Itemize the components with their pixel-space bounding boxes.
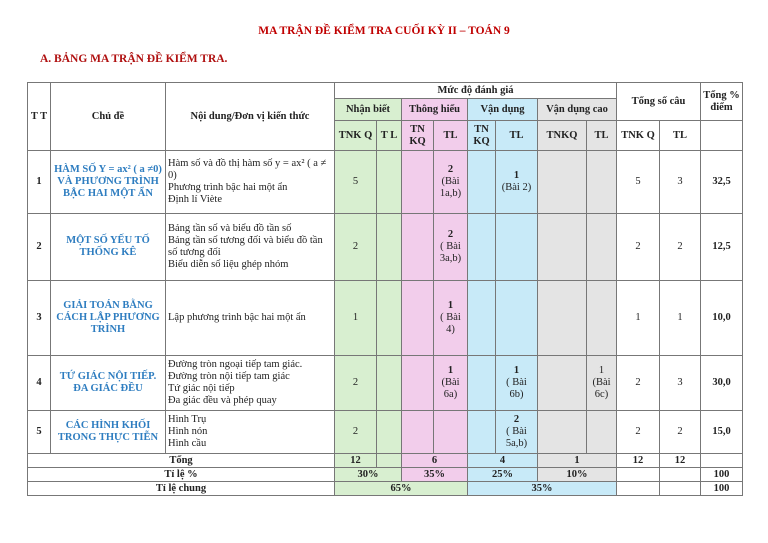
cell-value: ( Bài 6b) bbox=[506, 377, 527, 400]
topic-cell bbox=[51, 281, 166, 356]
recognition-tnkq bbox=[335, 214, 377, 281]
topic-cell bbox=[51, 151, 166, 214]
cell-value: GIẢI TOÁN BẰNG CÁCH LẬP PHƯƠNG TRÌNH bbox=[56, 300, 160, 335]
table-row bbox=[28, 356, 743, 411]
cell-value: 2 bbox=[635, 377, 641, 388]
content-line: Bảng tần số tương đối và biểu đồ tần số tương đối bbox=[168, 235, 323, 258]
content-cell bbox=[166, 356, 335, 411]
sub-header: TN KQ bbox=[402, 121, 434, 151]
overall-label: Tỉ lệ chung bbox=[28, 482, 335, 496]
sub-header: TL bbox=[587, 121, 617, 151]
cell-value: 2 bbox=[36, 241, 42, 252]
header-tt: T T bbox=[28, 83, 51, 151]
cell-value: 2 bbox=[352, 426, 359, 437]
understanding-tl bbox=[434, 151, 468, 214]
empty-cell bbox=[701, 454, 743, 468]
cell-value: 3 bbox=[677, 377, 683, 388]
application-tl bbox=[496, 411, 538, 454]
cell-value: 5 bbox=[352, 176, 359, 187]
understanding-tl bbox=[434, 281, 468, 356]
total-tl bbox=[660, 151, 701, 214]
sub-header: TL bbox=[660, 121, 701, 151]
cell-value: HÀM SỐ Y = ax² ( a ≠0) VÀ PHƯƠNG TRÌNH BẬC HAI MỘT ẨN bbox=[54, 164, 162, 199]
recognition-tl bbox=[377, 214, 402, 281]
cell-value: 2 bbox=[447, 229, 454, 240]
recognition-tnkq bbox=[335, 356, 377, 411]
overall-high: 35% bbox=[468, 482, 617, 496]
content-line: Đa giác đều và phép quay bbox=[168, 395, 277, 406]
understanding-tnkq bbox=[402, 281, 434, 356]
cell-value: 5 bbox=[635, 176, 641, 187]
cell-value: MỘT SỐ YẾU TỐ THỐNG KÊ bbox=[66, 235, 150, 258]
header-level: Mức độ đánh giá bbox=[335, 83, 617, 99]
application-tl bbox=[496, 151, 538, 214]
header-application: Vận dụng bbox=[468, 99, 538, 121]
advanced-tnkq bbox=[538, 281, 587, 356]
totals-recognition: 12 bbox=[335, 454, 377, 468]
ratio-understanding: 35% bbox=[402, 468, 468, 482]
cell-value: ( Bài 4) bbox=[440, 312, 461, 335]
cell-value: ( Bài 3a,b) bbox=[439, 241, 462, 264]
total-percent bbox=[701, 281, 743, 356]
total-percent bbox=[701, 356, 743, 411]
cell-value: 12,5 bbox=[712, 241, 731, 252]
cell-value: 5 bbox=[36, 426, 42, 437]
content-line: Phương trình bậc hai một ẩn bbox=[168, 182, 288, 193]
row-number bbox=[28, 151, 51, 214]
sub-header: TN KQ bbox=[468, 121, 496, 151]
content-line: Tứ giác nội tiếp bbox=[168, 383, 235, 394]
cell-value: 1 bbox=[447, 300, 454, 311]
advanced-tnkq bbox=[538, 356, 587, 411]
cell-value: 2 bbox=[635, 241, 641, 252]
total-percent bbox=[701, 411, 743, 454]
cell-value: 32,5 bbox=[712, 176, 731, 187]
application-tnkq bbox=[468, 214, 496, 281]
header-total-questions: Tổng số câu bbox=[617, 83, 701, 121]
totals-application: 4 bbox=[468, 454, 538, 468]
application-tl bbox=[496, 214, 538, 281]
totals-tnkq: 12 bbox=[617, 454, 660, 468]
understanding-tnkq bbox=[402, 151, 434, 214]
application-tl bbox=[496, 281, 538, 356]
empty-cell bbox=[617, 482, 660, 496]
sub-header: TNKQ bbox=[538, 121, 587, 151]
cell-value: 1 bbox=[677, 312, 683, 323]
understanding-tnkq bbox=[402, 214, 434, 281]
empty-cell bbox=[660, 468, 701, 482]
ratio-label: Tỉ lệ % bbox=[28, 468, 335, 482]
empty-cell bbox=[617, 468, 660, 482]
document-title: MA TRẬN ĐỀ KIỂM TRA CUỐI KỲ II – TOÁN 9 bbox=[258, 25, 510, 37]
recognition-tnkq bbox=[335, 411, 377, 454]
advanced-tl bbox=[587, 281, 617, 356]
cell-value: 2 bbox=[447, 164, 454, 175]
understanding-tnkq bbox=[402, 411, 434, 454]
cell-value: 15,0 bbox=[712, 426, 731, 437]
totals-advanced: 1 bbox=[538, 454, 617, 468]
header-recognition: Nhận biết bbox=[335, 99, 402, 121]
recognition-tnkq bbox=[335, 281, 377, 356]
cell-value: 2 bbox=[352, 377, 359, 388]
cell-value: 10,0 bbox=[712, 312, 731, 323]
total-tnkq bbox=[617, 411, 660, 454]
total-tl bbox=[660, 281, 701, 356]
topic-cell bbox=[51, 356, 166, 411]
empty-cell bbox=[660, 482, 701, 496]
recognition-tl bbox=[377, 411, 402, 454]
application-tnkq bbox=[468, 356, 496, 411]
recognition-tl bbox=[377, 281, 402, 356]
cell-value: 4 bbox=[36, 377, 42, 388]
row-number bbox=[28, 214, 51, 281]
cell-value: 2 bbox=[677, 241, 683, 252]
cell-value: TỨ GIÁC NỘI TIẾP. ĐA GIÁC ĐỀU bbox=[59, 371, 157, 394]
cell-value: 1 bbox=[598, 365, 605, 376]
cell-value: 2 bbox=[352, 241, 359, 252]
sub-header: T L bbox=[377, 121, 402, 151]
cell-value: 3 bbox=[677, 176, 683, 187]
total-tnkq bbox=[617, 214, 660, 281]
content-line: Hàm số và đồ thị hàm số y = ax² ( a ≠ 0) bbox=[168, 158, 327, 181]
sub-header: TNK Q bbox=[335, 121, 377, 151]
assessment-matrix-table bbox=[27, 82, 743, 496]
ratio-application: 25% bbox=[468, 468, 538, 482]
cell-value: CÁC HÌNH KHỐI TRONG THỰC TIỄN bbox=[57, 420, 159, 443]
cell-value: (Bài 6a) bbox=[441, 377, 460, 400]
overall-low: 65% bbox=[335, 482, 468, 496]
totals-tl: 12 bbox=[660, 454, 701, 468]
content-line: Đường tròn nội tiếp tam giác bbox=[168, 371, 290, 382]
header-topic: Chủ đề bbox=[51, 83, 166, 151]
header-content: Nội dung/Đơn vị kiến thức bbox=[166, 83, 335, 151]
cell-value: ( Bài 5a,b) bbox=[505, 426, 528, 449]
recognition-tl bbox=[377, 151, 402, 214]
topic-cell bbox=[51, 214, 166, 281]
cell-value: (Bài 2) bbox=[501, 182, 532, 193]
total-tnkq bbox=[617, 151, 660, 214]
content-line: Lập phương trình bậc hai một ẩn bbox=[168, 312, 306, 323]
recognition-tnkq bbox=[335, 151, 377, 214]
section-heading: A. BẢNG MA TRẬN ĐỀ KIỂM TRA. bbox=[40, 53, 228, 65]
understanding-tl bbox=[434, 356, 468, 411]
cell-value: 1 bbox=[513, 170, 520, 181]
ratio-recognition: 30% bbox=[335, 468, 402, 482]
understanding-tl bbox=[434, 214, 468, 281]
header-advanced-application: Vận dụng cao bbox=[538, 99, 617, 121]
cell-value: 2 bbox=[635, 426, 641, 437]
advanced-tl bbox=[587, 411, 617, 454]
table-row bbox=[28, 411, 743, 454]
cell-value: 1 bbox=[36, 176, 42, 187]
row-number bbox=[28, 356, 51, 411]
empty-cell bbox=[701, 121, 743, 151]
content-line: Đường tròn ngoại tiếp tam giác. bbox=[168, 359, 303, 370]
advanced-tl bbox=[587, 356, 617, 411]
cell-value: 1 bbox=[635, 312, 641, 323]
empty-cell bbox=[377, 454, 402, 468]
topic-cell bbox=[51, 411, 166, 454]
sub-header: TL bbox=[434, 121, 468, 151]
cell-value: 3 bbox=[36, 312, 42, 323]
totals-label: Tổng bbox=[28, 454, 335, 468]
cell-value: (Bài 6c) bbox=[592, 377, 611, 400]
row-number bbox=[28, 411, 51, 454]
sub-header: TL bbox=[496, 121, 538, 151]
advanced-tl bbox=[587, 151, 617, 214]
advanced-tnkq bbox=[538, 151, 587, 214]
cell-value: 1 bbox=[352, 312, 359, 323]
content-cell bbox=[166, 281, 335, 356]
total-tl bbox=[660, 214, 701, 281]
content-line: Hình cầu bbox=[168, 438, 207, 449]
cell-value: 2 bbox=[677, 426, 683, 437]
advanced-tl bbox=[587, 214, 617, 281]
application-tl bbox=[496, 356, 538, 411]
content-cell bbox=[166, 151, 335, 214]
content-line: Hình Trụ bbox=[168, 414, 207, 425]
content-line: Hình nón bbox=[168, 426, 208, 437]
recognition-tl bbox=[377, 356, 402, 411]
understanding-tnkq bbox=[402, 356, 434, 411]
overall-total: 100 bbox=[701, 482, 743, 496]
table-row bbox=[28, 151, 743, 214]
totals-understanding: 6 bbox=[402, 454, 468, 468]
understanding-tl bbox=[434, 411, 468, 454]
total-tnkq bbox=[617, 281, 660, 356]
cell-value: 1 bbox=[513, 365, 520, 376]
cell-value: 1 bbox=[447, 365, 454, 376]
total-percent bbox=[701, 151, 743, 214]
ratio-total: 100 bbox=[701, 468, 743, 482]
table-row bbox=[28, 214, 743, 281]
content-line: Định lí Viète bbox=[168, 194, 223, 205]
application-tnkq bbox=[468, 281, 496, 356]
application-tnkq bbox=[468, 411, 496, 454]
cell-value: (Bài 1a,b) bbox=[439, 176, 462, 199]
application-tnkq bbox=[468, 151, 496, 214]
advanced-tnkq bbox=[538, 214, 587, 281]
cell-value: 2 bbox=[513, 414, 520, 425]
content-line: Bảng tần số và biểu đồ tần số bbox=[168, 223, 292, 234]
header-total-percent: Tổng % điểm bbox=[701, 83, 743, 121]
content-cell bbox=[166, 214, 335, 281]
advanced-tnkq bbox=[538, 411, 587, 454]
header-understanding: Thông hiểu bbox=[402, 99, 468, 121]
content-cell bbox=[166, 411, 335, 454]
total-tnkq bbox=[617, 356, 660, 411]
total-percent bbox=[701, 214, 743, 281]
total-tl bbox=[660, 356, 701, 411]
content-line: Biểu diễn số liệu ghép nhóm bbox=[168, 259, 289, 270]
sub-header: TNK Q bbox=[617, 121, 660, 151]
cell-value: 30,0 bbox=[712, 377, 731, 388]
ratio-advanced: 10% bbox=[538, 468, 617, 482]
table-row bbox=[28, 281, 743, 356]
total-tl bbox=[660, 411, 701, 454]
row-number bbox=[28, 281, 51, 356]
